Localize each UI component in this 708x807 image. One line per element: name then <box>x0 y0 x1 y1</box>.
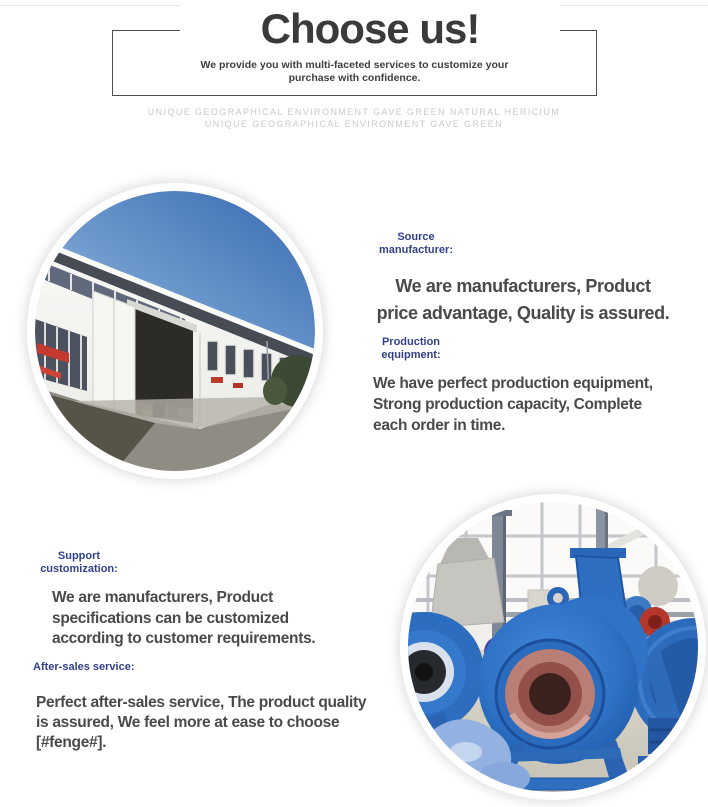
paragraph-line: We have perfect production equipment, <box>373 375 653 392</box>
label-line: Production <box>381 336 441 348</box>
label-line: Support <box>57 550 101 562</box>
label-line: manufacturer: <box>379 243 453 256</box>
tagline-line: UNIQUE GEOGRAPHICAL ENVIRONMENT GAVE GREEN NATURAL HERICIUM <box>147 107 561 117</box>
gray-tagline <box>0 106 708 130</box>
paragraph-line: Perfect after-sales service, The product quality <box>36 694 367 711</box>
subtitle-line: purchase with confidence. <box>288 72 421 84</box>
label-line: customization: <box>40 562 118 575</box>
tagline-line: UNIQUE GEOGRAPHICAL ENVIRONMENT GAVE GREEN <box>204 119 504 129</box>
paragraph-line: [#fenge#]. <box>36 734 107 751</box>
fans-illustration <box>408 502 698 792</box>
heading-line: price advantage, Quality is assured. <box>376 303 670 323</box>
subtitle-line: We provide you with multi-faceted services to customize your <box>200 59 509 71</box>
fans-photo <box>400 494 706 800</box>
production-equipment-label <box>361 336 461 361</box>
paragraph-line: We are manufacturers, Product <box>52 589 274 606</box>
factory-photo <box>27 183 323 479</box>
paragraph-line: is assured, We feel more at ease to choose <box>36 714 340 731</box>
paragraph-line: according to customer requirements. <box>52 630 316 647</box>
factory-illustration <box>35 191 315 471</box>
label-line: Source <box>397 231 435 243</box>
page-title: Choose us! <box>180 0 560 58</box>
production-paragraph <box>373 373 653 436</box>
after-sales-label: After-sales service: <box>33 661 135 673</box>
customization-paragraph <box>52 588 315 650</box>
source-manufacturer-label <box>366 231 466 256</box>
heading-line: We are manufacturers, Product <box>395 276 651 296</box>
paragraph-line: Strong production capacity, Complete <box>373 396 642 413</box>
manufacturer-heading <box>345 273 701 327</box>
header-subtitle <box>112 59 597 85</box>
label-line: equipment: <box>381 348 441 361</box>
paragraph-line: each order in time. <box>373 417 506 434</box>
support-customization-label <box>28 550 130 575</box>
paragraph-line: specifications can be customized <box>52 609 289 627</box>
after-sales-paragraph <box>36 693 366 753</box>
